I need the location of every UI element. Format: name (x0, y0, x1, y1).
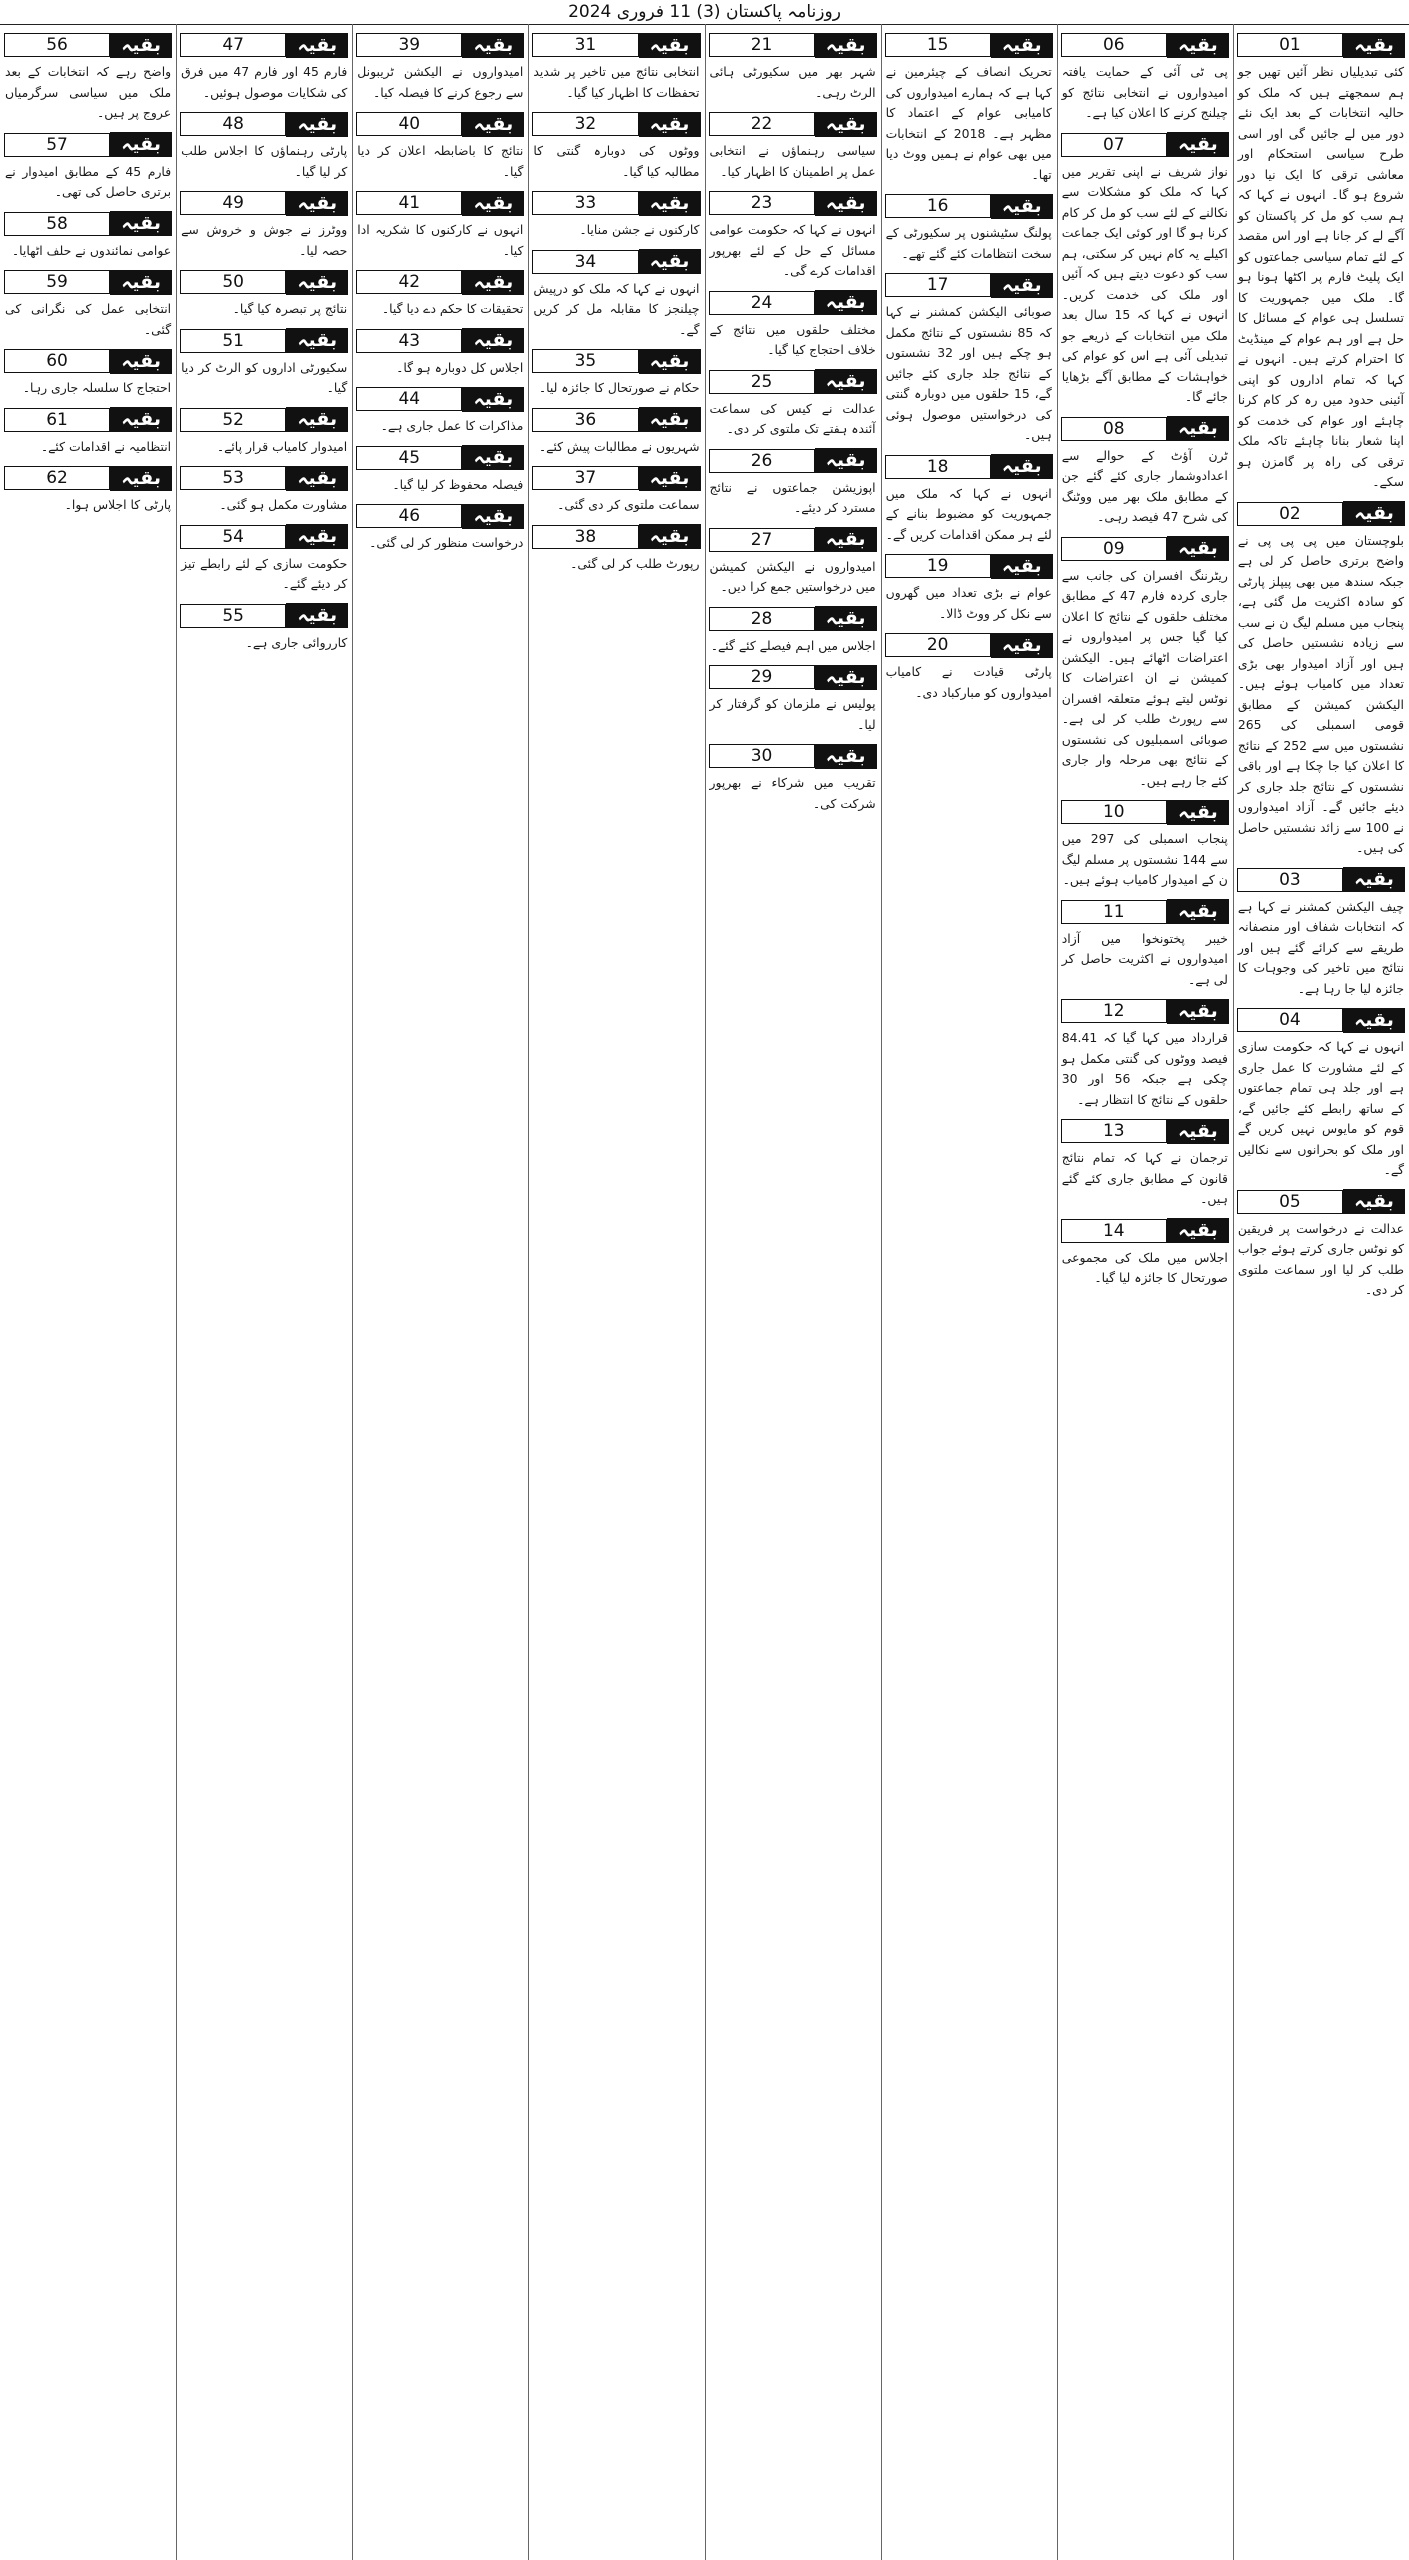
continuation-text: سماعت ملتوی کر دی گئی۔ (557, 497, 700, 512)
continuation-number: 30 (709, 744, 815, 768)
continuation-number: 11 (1061, 900, 1167, 924)
continuation-number: 31 (532, 33, 638, 57)
continuation-number: 05 (1237, 1190, 1343, 1214)
continuation-label: بقیہ (110, 211, 172, 236)
continuation-text: عدالت نے کیس کی سماعت آئندہ ہفتے تک ملتوی کر دی۔ (709, 400, 876, 436)
continuation-label: بقیہ (815, 191, 877, 216)
continuation-number: 43 (356, 329, 462, 353)
continuation-label: بقیہ (286, 270, 348, 295)
continuation-header (1237, 501, 1405, 527)
continuation-number: 47 (180, 33, 286, 57)
continuation-header (1061, 536, 1229, 562)
continuation-header (709, 664, 877, 690)
continuation-number: 41 (356, 191, 462, 215)
continuation-number: 40 (356, 112, 462, 136)
continuation-label: بقیہ (1167, 999, 1229, 1024)
continuation-number: 46 (356, 504, 462, 528)
continuation-label: بقیہ (462, 33, 524, 58)
continuation-header (709, 527, 877, 553)
continuation-label: بقیہ (1343, 33, 1405, 58)
continuation-label: بقیہ (639, 524, 701, 549)
continuation-label: بقیہ (639, 407, 701, 432)
continuation-number: 03 (1237, 868, 1343, 892)
continuation-text: نواز شریف نے اپنی تقریر میں کہا کہ ملک کو مشکلات سے نکالنے کے لئے سب کو مل کر کام کرنا ہو گا اور کوئی ایک جماعت اکیلے یہ کام نہیں کر سکتی، ہم سب کو دعوت دیتے ہیں کہ آئیں اور ملک کی خدمت کریں۔ انہوں نے کہا کہ 15 سال بعد ملک میں انتخابات کے ذریعے جو تبدیلی آئی ہے اس کو عوام کی خواہشات کے مطابق آگے بڑھایا جائے گا۔ (1061, 163, 1228, 404)
continuation-text: اجلاس میں ملک کی مجموعی صورتحال کا جائزہ لیا گیا۔ (1061, 1249, 1228, 1285)
continuation-label: بقیہ (991, 633, 1053, 658)
continuation-number: 58 (4, 212, 110, 236)
continuation-label: بقیہ (462, 112, 524, 137)
continuation-number: 08 (1061, 417, 1167, 441)
continuation-text: حکام نے صورتحال کا جائزہ لیا۔ (538, 380, 700, 395)
continuation-number: 09 (1061, 537, 1167, 561)
column-2 (1059, 24, 1231, 2560)
continuation-number: 38 (532, 525, 638, 549)
continuation-label: بقیہ (1167, 132, 1229, 157)
continuation-text: انہوں نے کہا کہ ملک میں جمہوریت کو مضبوط بنانے کے لئے ہر ممکن اقدامات کریں گے۔ (885, 485, 1052, 542)
masthead (0, 0, 1409, 25)
continuation-label: بقیہ (639, 191, 701, 216)
continuation-header (356, 328, 524, 354)
continuation-header (709, 606, 877, 632)
continuation-header (1061, 998, 1229, 1024)
continuation-label: بقیہ (1343, 1189, 1405, 1214)
continuation-header (885, 632, 1053, 658)
continuation-header (709, 290, 877, 316)
continuation-header (885, 454, 1053, 480)
continuation-label: بقیہ (639, 112, 701, 137)
continuation-header (180, 269, 348, 295)
continuation-text: مشاورت مکمل ہو گئی۔ (219, 497, 348, 512)
continuation-text: درخواست منظور کر لی گئی۔ (369, 535, 524, 550)
continuation-label: بقیہ (815, 606, 877, 631)
continuation-header (1237, 1007, 1405, 1033)
continuation-number: 19 (885, 554, 991, 578)
continuation-label: بقیہ (639, 249, 701, 274)
continuation-label: بقیہ (815, 448, 877, 473)
continuation-label: بقیہ (286, 328, 348, 353)
continuation-number: 04 (1237, 1008, 1343, 1032)
column-rule (528, 24, 529, 2560)
continuation-header (1237, 1189, 1405, 1215)
continuation-header (4, 269, 172, 295)
continuation-header (709, 369, 877, 395)
continuation-text: انہوں نے کہا کہ حکومت سازی کے لئے مشاورت کا عمل جاری ہے اور جلد ہی تمام جماعتوں کے ساتھ رابطے کئے جائیں گے، قوم کو مایوس نہیں کریں گے اور ملک کو بحرانوں سے نکالیں گے۔ (1237, 1039, 1404, 1177)
continuation-text: انہوں نے کارکنوں کا شکریہ ادا کیا۔ (357, 222, 524, 258)
continuation-label: بقیہ (991, 273, 1053, 298)
continuation-header (1061, 132, 1229, 158)
continuation-header (532, 407, 700, 433)
column-7 (178, 24, 350, 2560)
continuation-number: 56 (4, 33, 110, 57)
continuation-header (532, 249, 700, 275)
continuation-number: 50 (180, 270, 286, 294)
continuation-text: ترجمان نے کہا کہ تمام نتائج قانون کے مطابق جاری کئے گئے ہیں۔ (1061, 1150, 1228, 1206)
continuation-label: بقیہ (286, 603, 348, 628)
continuation-text: پارٹی قیادت نے کامیاب امیدواروں کو مبارکباد دی۔ (885, 664, 1052, 700)
continuation-text: ووٹوں کی دوبارہ گنتی کا مطالبہ کیا گیا۔ (533, 143, 700, 179)
continuation-text: شہریوں نے مطالبات پیش کئے۔ (538, 438, 700, 454)
continuation-number: 53 (180, 466, 286, 490)
column-rule (1233, 24, 1234, 2560)
continuation-label: بقیہ (639, 33, 701, 58)
continuation-header (4, 407, 172, 433)
continuation-number: 15 (885, 33, 991, 57)
continuation-text: رپورٹ طلب کر لی گئی۔ (570, 555, 700, 571)
continuation-number: 61 (4, 408, 110, 432)
continuation-header (532, 524, 700, 550)
continuation-label: بقیہ (815, 665, 877, 690)
continuation-label: بقیہ (815, 744, 877, 769)
continuation-number: 14 (1061, 1219, 1167, 1243)
continuation-text: بلوچستان میں پی پی پی نے واضح برتری حاصل کر لی ہے جبکہ سندھ میں بھی پیپلز پارٹی کو سادہ اکثریت مل گئی ہے، پنجاب میں مسلم لیگ ن نے سب سے زیادہ نشستیں حاصل کی ہیں اور آزاد امیدوار بھی بڑی تعداد میں کامیاب ہوئے ہیں۔ الیکشن کمیشن کے مطابق قومی اسمبلی کی 265 نشستوں میں سے 252 کے نتائج کا اعلان کیا جا چکا ہے اور باقی نشستوں کے نتائج جلد جاری کر دیئے جائیں گے۔ آزاد امیدواروں نے 100 سے زائد نشستیں حاصل کی ہیں۔ (1237, 532, 1405, 855)
continuation-label: بقیہ (462, 191, 524, 216)
continuation-number: 26 (709, 449, 815, 473)
continuation-header (180, 32, 348, 58)
continuation-label: بقیہ (991, 194, 1053, 219)
continuation-label: بقیہ (1167, 800, 1229, 825)
continuation-header (4, 132, 172, 158)
continuation-header (180, 603, 348, 629)
continuation-number: 16 (885, 194, 991, 218)
continuation-label: بقیہ (1167, 536, 1229, 561)
continuation-text: انتظامیہ نے اقدامات کئے۔ (40, 438, 172, 454)
continuation-number: 37 (532, 466, 638, 490)
column-rule (352, 24, 353, 2560)
continuation-label: بقیہ (815, 527, 877, 552)
continuation-header (356, 445, 524, 471)
continuation-number: 02 (1237, 502, 1343, 526)
continuation-header (356, 269, 524, 295)
continuation-number: 32 (532, 112, 638, 136)
continuation-text: سیاسی رہنماؤں نے انتخابی عمل پر اطمینان کا اظہار کیا۔ (709, 143, 876, 179)
continuation-header (885, 32, 1053, 58)
continuation-number: 10 (1061, 800, 1167, 824)
continuation-header (532, 190, 700, 216)
continuation-label: بقیہ (286, 112, 348, 137)
continuation-header (885, 553, 1053, 579)
continuation-label: بقیہ (286, 191, 348, 216)
continuation-label: بقیہ (1343, 1008, 1405, 1033)
continuation-number: 51 (180, 329, 286, 353)
continuation-number: 62 (4, 466, 110, 490)
continuation-text: پولنگ سٹیشنوں پر سکیورٹی کے سخت انتظامات کئے گئے تھے۔ (885, 225, 1052, 261)
continuation-header (709, 448, 877, 474)
continuation-header (180, 524, 348, 550)
continuation-header (180, 328, 348, 354)
continuation-text: کئی تبدیلیاں نظر آئیں تھیں جو ہم سمجھتے ہیں کہ ملک کو حالیہ انتخابات کے بعد ایک نئے دور میں لے جائیں گی اور اسی طرح سیاسی استحکام اور معاشی ترقی کا ایک نیا دور شروع ہو گا۔ انہوں نے کہا کہ ہم سب کو مل کر پاکستان کو آگے لے کر جانا ہے اور اس مقصد کے لئے تمام سیاسی جماعتوں کو ایک پلیٹ فارم پر اکٹھا ہونا ہو گا۔ ملک میں جمہوریت کا تسلسل ہی عوام کے مسائل کا حل ہے اور ہم عوام کے مینڈیٹ کا احترام کرتے ہیں۔ انہوں نے کہا کہ تمام اداروں کو اپنی آئینی حدود میں رہ کر کام کرنا چاہئے اور عوام کی خدمت کو اپنا شعار بنانا چاہئے تاکہ ملک ترقی کی راہ پر گامزن ہو سکے۔ (1237, 64, 1404, 489)
continuation-header (4, 32, 172, 58)
continuation-number: 60 (4, 349, 110, 373)
continuation-label: بقیہ (462, 387, 524, 412)
continuation-text: پولیس نے ملزمان کو گرفتار کر لیا۔ (709, 696, 876, 732)
continuation-text: فارم 45 اور فارم 47 میں فرق کی شکایات موصول ہوئیں۔ (181, 64, 348, 100)
continuation-header (1237, 867, 1405, 893)
continuation-label: بقیہ (639, 349, 701, 374)
continuation-label: بقیہ (1167, 33, 1229, 58)
continuation-label: بقیہ (462, 504, 524, 529)
column-6 (354, 24, 526, 2560)
continuation-text: قرارداد میں کہا گیا کہ 84.41 فیصد ووٹوں کی گنتی مکمل ہو چکی ہے جبکہ 56 اور 30 حلقوں کے نتائج کا انتظار ہے۔ (1061, 1030, 1228, 1107)
continuation-text: انتخابی عمل کی نگرانی کی گئی۔ (5, 301, 172, 337)
continuation-text: تحریک انصاف کے چیئرمین نے کہا ہے کہ ہمارے امیدواروں کی کامیابی عوام کے اعتماد کا مظہر ہے۔ 2018 کے انتخابات میں بھی عوام نے ہمیں ووٹ دیا تھا۔ (885, 64, 1052, 182)
continuation-text: تقریب میں شرکاء نے بھرپور شرکت کی۔ (709, 775, 876, 811)
continuation-label: بقیہ (815, 33, 877, 58)
continuation-text: مذاکرات کا عمل جاری ہے۔ (380, 418, 524, 433)
continuation-text: اجلاس کل دوبارہ ہو گا۔ (396, 359, 524, 375)
continuation-label: بقیہ (286, 407, 348, 432)
continuation-text: امیدواروں نے الیکشن کمیشن میں درخواستیں جمع کرا دیں۔ (709, 558, 876, 594)
continuation-header (356, 503, 524, 529)
continuation-header (1061, 1218, 1229, 1244)
continuation-label: بقیہ (462, 270, 524, 295)
continuation-header (709, 743, 877, 769)
continuation-label: بقیہ (1343, 867, 1405, 892)
continuation-text: کارروائی جاری ہے۔ (245, 634, 348, 650)
column-rule (176, 24, 177, 2560)
continuation-header (1061, 899, 1229, 925)
continuation-header (4, 348, 172, 374)
continuation-label: بقیہ (110, 466, 172, 491)
continuation-number: 17 (885, 273, 991, 297)
continuation-text: فارم 45 کے مطابق امیدوار نے برتری حاصل کی تھی۔ (5, 163, 172, 199)
continuation-text: امیدواروں نے الیکشن ٹریبونل سے رجوع کرنے کا فیصلہ کیا۔ (357, 64, 524, 100)
continuation-text: واضح رہے کہ انتخابات کے بعد ملک میں سیاسی سرگرمیاں عروج پر ہیں۔ (5, 64, 172, 120)
continuation-header (1061, 32, 1229, 58)
continuation-number: 57 (4, 133, 110, 157)
continuation-header (885, 272, 1053, 298)
continuation-text: صوبائی الیکشن کمشنر نے کہا کہ 85 نشستوں کے نتائج مکمل ہو چکے ہیں اور 32 نشستوں کے نتائج جلد جاری کئے جائیں گے، 15 حلقوں میں دوبارہ گنتی کی درخواستیں موصول ہوئی ہیں۔ (885, 304, 1052, 442)
continuation-label: بقیہ (1167, 1218, 1229, 1243)
continuation-number: 18 (885, 455, 991, 479)
continuation-label: بقیہ (286, 466, 348, 491)
continuation-text: انہوں نے کہا کہ حکومت عوامی مسائل کے حل کے لئے بھرپور اقدامات کرے گی۔ (709, 222, 876, 278)
continuation-label: بقیہ (991, 554, 1053, 579)
continuation-text: عوام نے بڑی تعداد میں گھروں سے نکل کر ووٹ ڈالا۔ (885, 585, 1052, 621)
column-4 (707, 24, 879, 2560)
continuation-text: ریٹرننگ افسران کی جانب سے جاری کردہ فارم 47 کے مطابق مختلف حلقوں کے نتائج کا اعلان کیا گیا جس پر امیدواروں نے اعتراضات اٹھائے ہیں۔ الیکشن کمیشن نے ان اعتراضات کا نوٹس لیتے ہوئے متعلقہ افسران سے رپورٹ طلب کر لی ہے۔ صوبائی اسمبلیوں کی نشستوں کے نتائج بھی مرحلہ وار جاری کئے جا رہے ہیں۔ (1061, 567, 1228, 788)
continuation-text: سکیورٹی اداروں کو الرٹ کر دیا گیا۔ (181, 359, 348, 395)
continuation-label: بقیہ (110, 407, 172, 432)
continuation-header (885, 193, 1053, 219)
column-rule (1057, 24, 1058, 2560)
continuation-number: 49 (180, 191, 286, 215)
column-1 (1235, 24, 1407, 2560)
continuation-label: بقیہ (991, 33, 1053, 58)
continuation-number: 34 (532, 250, 638, 274)
continuation-text: پارٹی کا اجلاس ہوا۔ (64, 497, 172, 512)
continuation-number: 23 (709, 191, 815, 215)
continuation-text: عوامی نمائندوں نے حلف اٹھایا۔ (11, 242, 172, 258)
continuation-header (180, 465, 348, 491)
continuation-header (1061, 799, 1229, 825)
continuation-text: امیدوار کامیاب قرار پائے۔ (216, 438, 348, 454)
column-rule (705, 24, 706, 2560)
continuation-number: 52 (180, 408, 286, 432)
continuation-number: 22 (709, 112, 815, 136)
continuation-label: بقیہ (1343, 501, 1405, 526)
continuation-number: 21 (709, 33, 815, 57)
continuation-text: پارٹی رہنماؤں کا اجلاس طلب کر لیا گیا۔ (181, 143, 348, 179)
continuation-number: 20 (885, 633, 991, 657)
continuation-text: پنجاب اسمبلی کی 297 میں سے 144 نشستوں پر مسلم لیگ ن کے امیدوار کامیاب ہوئے ہیں۔ (1061, 831, 1228, 887)
continuation-number: 36 (532, 408, 638, 432)
continuation-number: 55 (180, 604, 286, 628)
continuation-label: بقیہ (286, 524, 348, 549)
continuation-label: بقیہ (1167, 899, 1229, 924)
continuation-label: بقیہ (462, 328, 524, 353)
continuation-number: 35 (532, 349, 638, 373)
continuation-number: 54 (180, 525, 286, 549)
continuation-number: 33 (532, 191, 638, 215)
continuation-header (709, 32, 877, 58)
column-8 (2, 24, 174, 2560)
continuation-text: حکومت سازی کے لئے رابطے تیز کر دیئے گئے۔ (181, 555, 348, 591)
continuation-label: بقیہ (1167, 1119, 1229, 1144)
continuation-number: 28 (709, 607, 815, 631)
continuation-number: 07 (1061, 133, 1167, 157)
column-3 (883, 24, 1055, 2560)
continuation-number: 12 (1061, 999, 1167, 1023)
continuation-label: بقیہ (991, 454, 1053, 479)
column-rule (881, 24, 882, 2560)
continuation-number: 29 (709, 665, 815, 689)
continuation-number: 06 (1061, 33, 1167, 57)
continuation-number: 59 (4, 270, 110, 294)
continuation-number: 27 (709, 528, 815, 552)
continuation-label: بقیہ (110, 270, 172, 295)
continuation-header (356, 32, 524, 58)
continuation-header (180, 111, 348, 137)
continuation-label: بقیہ (286, 33, 348, 58)
continuation-header (1061, 1118, 1229, 1144)
continuation-text: اپوزیشن جماعتوں نے نتائج مسترد کر دیئے۔ (709, 479, 876, 515)
continuation-text: شہر بھر میں سکیورٹی ہائی الرٹ رہی۔ (709, 64, 876, 100)
continuation-label: بقیہ (1167, 416, 1229, 441)
continuation-header (532, 348, 700, 374)
continuation-text: احتجاج کا سلسلہ جاری رہا۔ (22, 380, 172, 395)
continuation-text: انہوں نے کہا کہ ملک کو درپیش چیلنجز کا مقابلہ مل کر کریں گے۔ (533, 280, 700, 337)
continuation-header (532, 32, 700, 58)
continuation-text: تحقیقات کا حکم دے دیا گیا۔ (381, 301, 524, 316)
continuation-number: 13 (1061, 1119, 1167, 1143)
continuation-number: 01 (1237, 33, 1343, 57)
continuation-text: عدالت نے درخواست پر فریقین کو نوٹس جاری کرتے ہوئے جواب طلب کر لیا اور سماعت ملتوی کر دی۔ (1237, 1220, 1404, 1297)
continuation-text: فیصلہ محفوظ کر لیا گیا۔ (392, 476, 524, 492)
continuation-text: کارکنوں نے جشن منایا۔ (579, 222, 700, 237)
continuation-header (1061, 416, 1229, 442)
continuation-text: چیف الیکشن کمشنر نے کہا ہے کہ انتخابات شفاف اور منصفانہ طریقے سے کرائے گئے ہیں اور نتائج میں تاخیر کی وجوہات کا جائزہ لیا جا رہا ہے۔ (1237, 898, 1404, 996)
continuation-label: بقیہ (110, 33, 172, 58)
continuation-header (356, 190, 524, 216)
continuation-header (180, 407, 348, 433)
continuation-label: بقیہ (815, 369, 877, 394)
continuation-number: 44 (356, 387, 462, 411)
continuation-text: مختلف حلقوں میں نتائج کے خلاف احتجاج کیا گیا۔ (709, 321, 876, 357)
continuation-text: نتائج کا باضابطہ اعلان کر دیا گیا۔ (357, 143, 524, 179)
continuation-header (180, 190, 348, 216)
continuation-label: بقیہ (110, 132, 172, 157)
continuation-header (1237, 32, 1405, 58)
continuation-text: اجلاس میں اہم فیصلے کئے گئے۔ (710, 637, 876, 653)
continuation-header (356, 386, 524, 412)
continuation-number: 48 (180, 112, 286, 136)
continuation-text: ووٹرز نے جوش و خروش سے حصہ لیا۔ (181, 222, 348, 258)
continuation-number: 24 (709, 291, 815, 315)
continuation-header (4, 211, 172, 237)
continuation-number: 42 (356, 270, 462, 294)
continuation-header (532, 465, 700, 491)
continuation-text: پی ٹی آئی کے حمایت یافتہ امیدواروں نے انتخابی نتائج کو چیلنج کرنے کا اعلان کیا ہے۔ (1061, 64, 1228, 120)
continuation-label: بقیہ (110, 349, 172, 374)
continuation-header (4, 465, 172, 491)
masthead-title: روزنامہ پاکستان (3) 11 فروری 2024 (568, 2, 841, 22)
continuation-header (709, 111, 877, 137)
continuation-header (709, 190, 877, 216)
continuation-number: 39 (356, 33, 462, 57)
continuation-label: بقیہ (639, 466, 701, 491)
continuation-label: بقیہ (462, 445, 524, 470)
continuation-text: نتائج پر تبصرہ کیا گیا۔ (232, 301, 348, 316)
continuation-label: بقیہ (815, 112, 877, 137)
continuation-text: ٹرن آؤٹ کے حوالے سے اعدادوشمار جاری کئے گئے جن کے مطابق ملک بھر میں ووٹنگ کی شرح 47 فیصد رہی۔ (1061, 447, 1228, 524)
continuation-number: 45 (356, 446, 462, 470)
continuation-text: انتخابی نتائج میں تاخیر پر شدید تحفظات کا اظہار کیا گیا۔ (533, 64, 700, 100)
column-5 (530, 24, 702, 2560)
continuation-number: 25 (709, 370, 815, 394)
continuation-text: خیبر پختونخوا میں آزاد امیدواروں نے اکثریت حاصل کر لی ہے۔ (1061, 930, 1228, 987)
continuation-label: بقیہ (815, 290, 877, 315)
continuation-header (532, 111, 700, 137)
continuation-header (356, 111, 524, 137)
